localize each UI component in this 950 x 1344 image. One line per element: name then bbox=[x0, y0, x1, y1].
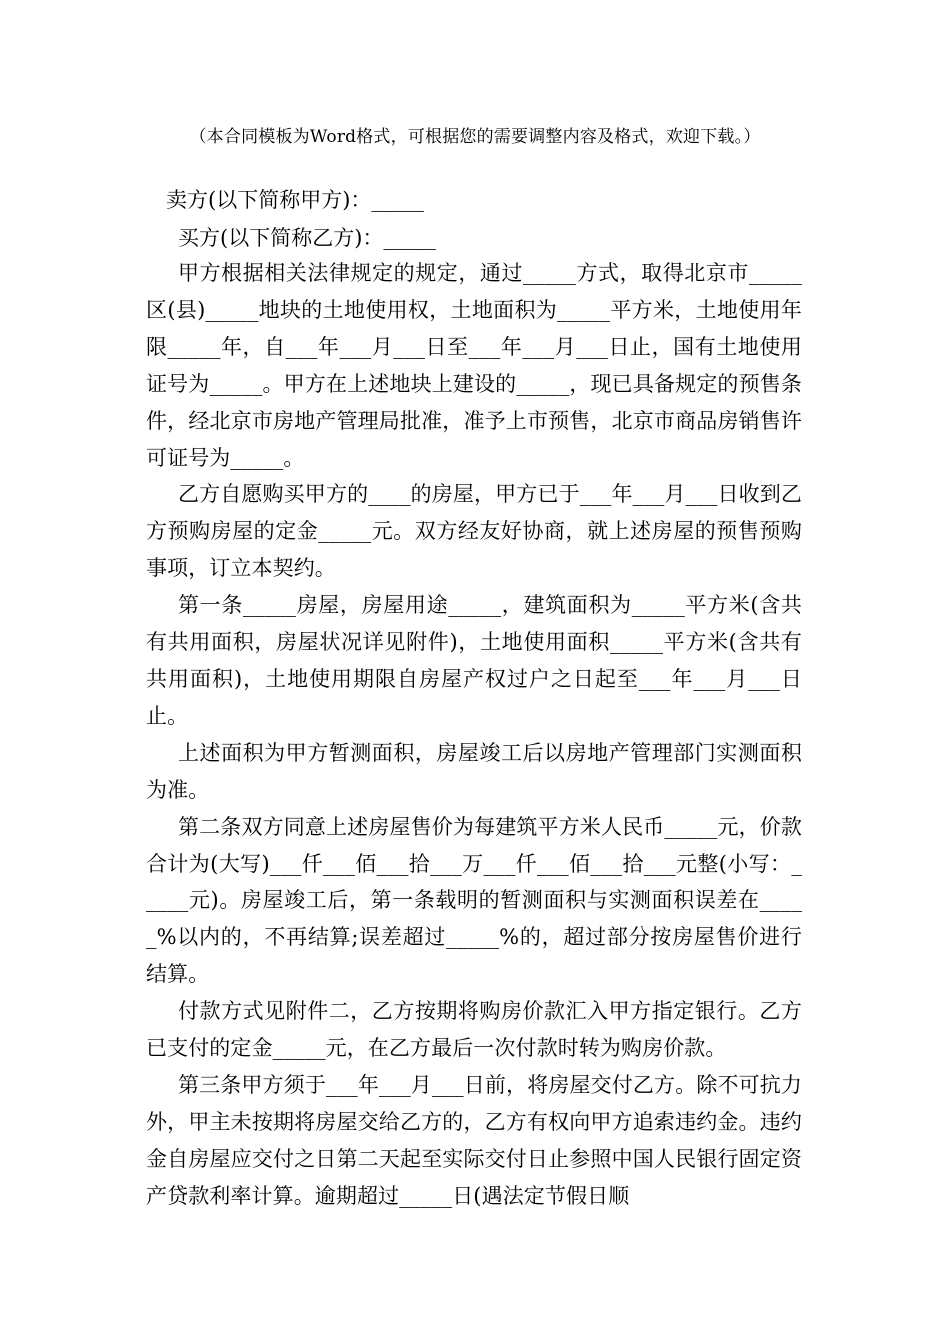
article-2: 第二条双方同意上述房屋售价为每建筑平方米人民币_____元，价款合计为(大写)___仟___佰___拾___万___仟___佰___拾___元整(小写：_____元)。房屋竣工后，第一条载明的暂测面积与实测面积误差在_____%以内的，不再结算;误差超过_____%的，超过部分按房屋售价进行结算。 bbox=[146, 814, 802, 987]
buyer-line: 买方(以下简称乙方)：_____ bbox=[178, 226, 436, 250]
contract-body bbox=[146, 255, 802, 1215]
article-3: 第三条甲方须于___年___月___日前，将房屋交付乙方。除不可抗力外，甲主未按期将房屋交给乙方的，乙方有权向甲方追索违约金。违约金自房屋应交付之日第二天起至实际交付日止参照中国人民银行固定资产贷款利率计算。逾期超过_____日(遇法定节假日顺 bbox=[146, 1072, 802, 1208]
paragraph-payment: 付款方式见附件二，乙方按期将购房价款汇入甲方指定银行。乙方已支付的定金_____元，在乙方最后一次付款时转为购房价款。 bbox=[146, 999, 802, 1061]
seller-line: 卖方(以下简称甲方)：_____ bbox=[166, 188, 424, 212]
article-1: 第一条_____房屋，房屋用途_____，建筑面积为_____平方米(含共有共用面积，房屋状况详见附件)，土地使用面积_____平方米(含共有共用面积)，土地使用期限自房屋产权过户之日起至___年___月___日止。 bbox=[146, 593, 802, 728]
paragraph-deposit: 乙方自愿购买甲方的____的房屋，甲方已于___年___月___日收到乙方预购房屋的定金_____元。双方经友好协商，就上述房屋的预售预购事项，订立本契约。 bbox=[146, 482, 802, 581]
template-note: （本合同模板为Word格式，可根据您的需要调整内容及格式，欢迎下载。） bbox=[189, 127, 761, 147]
paragraph-area-note: 上述面积为甲方暂测面积，房屋竣工后以房地产管理部门实测面积为准。 bbox=[146, 740, 802, 802]
paragraph-land-use: 甲方根据相关法律规定的规定，通过_____方式，取得北京市_____区(县)_____地块的土地使用权，土地面积为_____平方米，土地使用年限_____年，自___年___月___日至___年___月___日止，国有土地使用证号为_____。甲方在上述地块上建设的_____，现已具备规定的预售条件，经北京市房地产管理局批准，准予上市预售，北京市商品房销售许可证号为_____。 bbox=[146, 261, 802, 470]
